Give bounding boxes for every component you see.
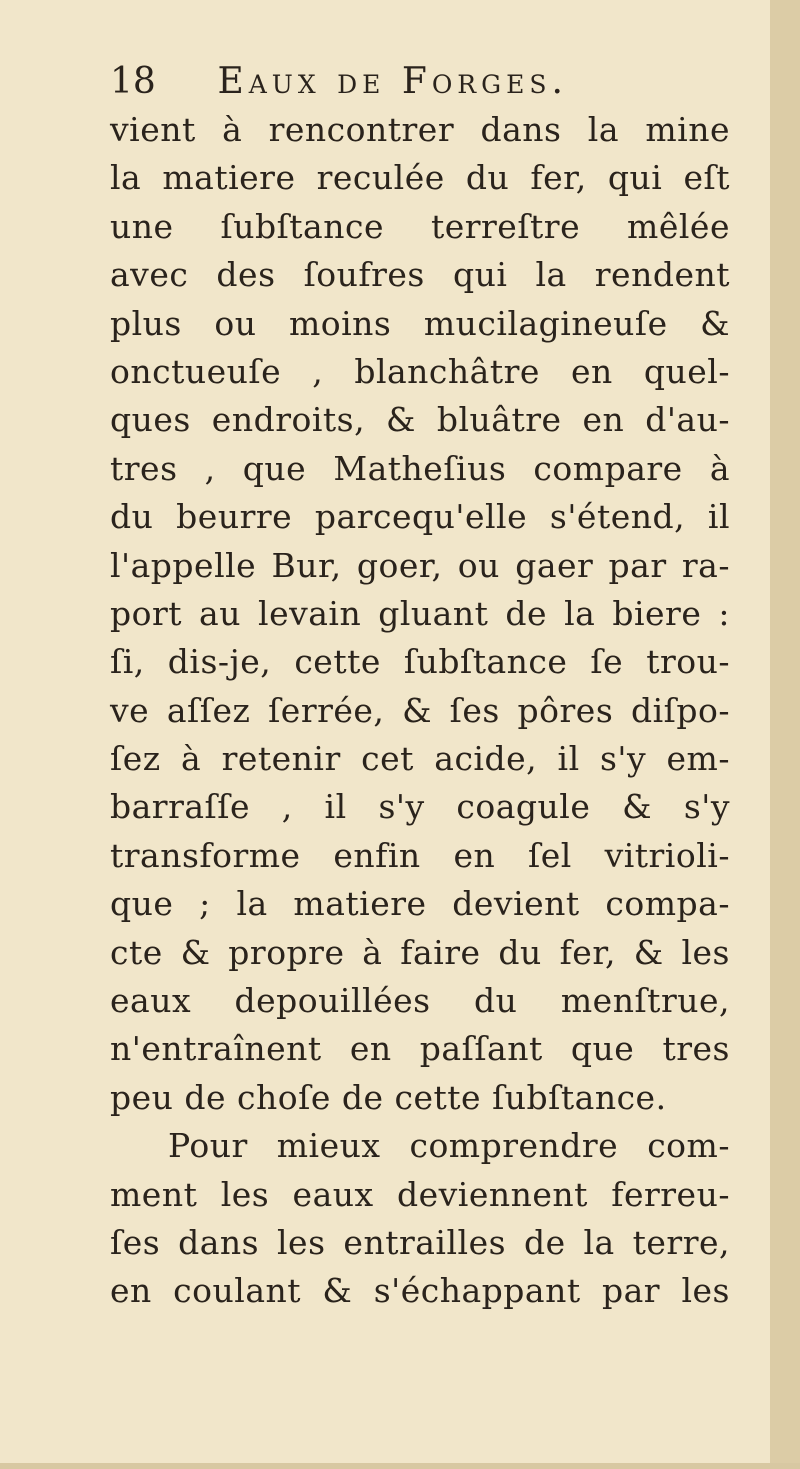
- text-line: barraſſe , il s'y coagule & s'y: [110, 787, 730, 827]
- text-line: ment les eaux deviennent ferreu-: [110, 1174, 730, 1214]
- text-line: du beurre parcequ'elle s'étend, il: [110, 497, 730, 537]
- text-line: plus ou moins mucilagineuſe &: [110, 303, 730, 343]
- text-line: tres , que Matheſius compare à: [110, 448, 730, 488]
- text-line: port au levain gluant de la biere :: [110, 593, 730, 633]
- running-title: Eaux de Forges.: [217, 61, 568, 102]
- page-bottom-edge: [0, 1463, 800, 1469]
- text-line: la matiere reculée du fer, qui eſt: [110, 158, 730, 198]
- page-edge-shadow: [770, 0, 800, 1469]
- text-line: en coulant & s'échappant par les: [110, 1271, 730, 1311]
- text-line: ſes dans les entrailles de la terre,: [110, 1222, 730, 1262]
- text-line: eaux depouillées du menſtrue,: [110, 981, 730, 1021]
- text-line: ſez à retenir cet acide, il s'y em-: [110, 739, 730, 779]
- text-block: [110, 58, 730, 1316]
- text-line: ſi, dis-je, cette ſubſtance ſe trou-: [110, 642, 730, 682]
- text-line: l'appelle Bur, goer, ou gaer par ra-: [110, 545, 730, 585]
- text-line: transforme enfin en ſel vitrioli-: [110, 835, 730, 875]
- text-line: onctueuſe , blanchâtre en quel-: [110, 351, 730, 391]
- page-header: [110, 58, 730, 106]
- text-line: n'entraînent en paſſant que tres: [110, 1029, 730, 1069]
- text-line: avec des ſoufres qui la rendent: [110, 255, 730, 295]
- text-line: cte & propre à faire du fer, & les: [110, 932, 730, 972]
- page-number: 18: [110, 61, 156, 102]
- text-line: que ; la matiere devient compa-: [110, 884, 730, 924]
- paragraph-start-line: Pour mieux comprendre com-: [168, 1126, 730, 1166]
- text-line: vient à rencontrer dans la mine: [110, 110, 730, 149]
- text-line: une ſubſtance terreſtre mêlée: [110, 206, 730, 246]
- paragraph-end-line: peu de choſe de cette ſubſtance.: [110, 1077, 667, 1117]
- text-line: ve aſſez ſerrée, & ſes pôres diſpo-: [110, 690, 730, 730]
- text-line: ques endroits, & bluâtre en d'au-: [110, 400, 730, 440]
